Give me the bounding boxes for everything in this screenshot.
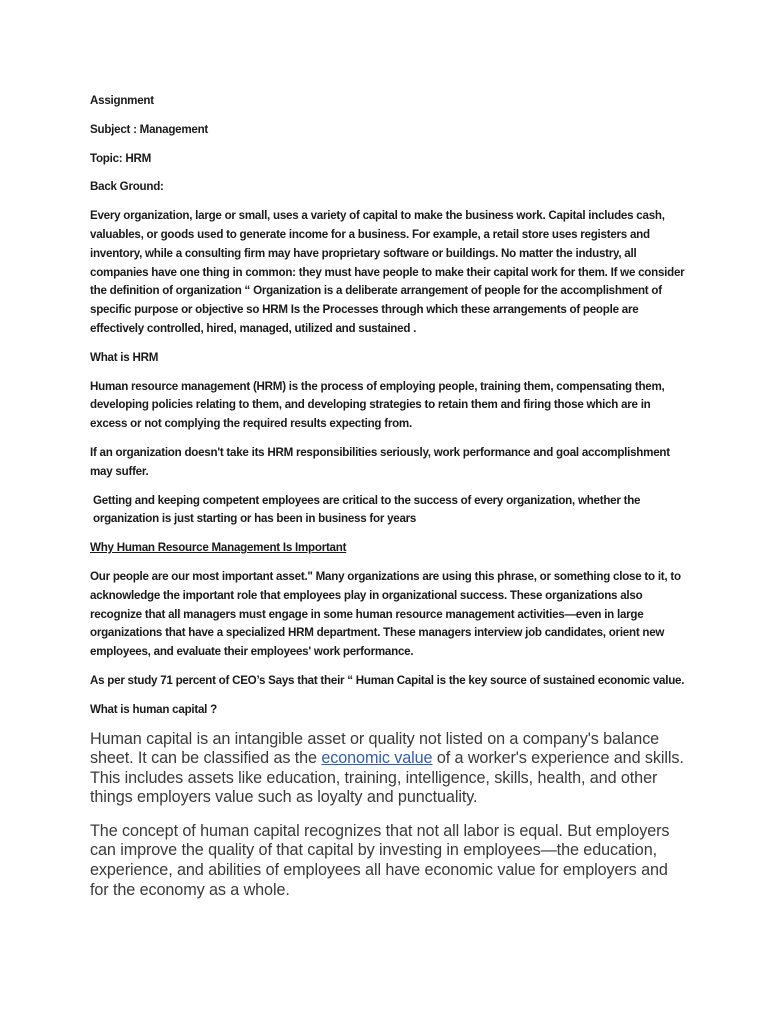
responsibilities-paragraph: If an organization doesn't take its HRM responsibilities seriously, work performance and goal accomplishment may suffer.: [90, 445, 670, 478]
document-body: [90, 92, 690, 914]
heading-why-important: Why Human Resource Management Is Important: [90, 541, 347, 555]
human-capital-p1-after: of a worker's experience and skills. This includes assets like education, training, intelligence, skills, health, and other things employers value such as loyalty and punctuality.: [90, 749, 684, 807]
asset-paragraph: Our people are our most important asset." Many organizations are using this phrase, or something close to it, to acknowledge the important role that employees play in organizational success. These organizations also recognize that all managers must engage in some human resource management activities—even in large organizations that have a specialized HRM department. These managers interview job candidates, orient new employees, and evaluate their employees' work performance.: [90, 569, 681, 659]
heading-topic: Topic: HRM: [90, 151, 152, 165]
human-capital-p1-before: Human capital is an intangible asset or quality not listed on a company's balance sheet. It can be classified as the: [90, 729, 660, 768]
competent-paragraph: Getting and keeping competent employees are critical to the success of every organization, whether the organization is just starting or has been in business for years: [93, 493, 641, 526]
heading-assignment: Assignment: [90, 94, 154, 107]
human-capital-paragraph-1: [90, 730, 690, 808]
hrm-paragraph: Human resource management (HRM) is the process of employing people, training them, compensating them, developing policies relating to them, and developing strategies to retain them and firing those which are in excess or not complying the required results expecting from.: [90, 379, 665, 431]
heading-background: Back Ground:: [90, 180, 164, 194]
background-paragraph: Every organization, large or small, uses a variety of capital to make the business work. Capital includes cash, valuables, or goods used to generate income for a business. For example, a retail store uses registers and inventory, while a consulting firm may have proprietary software or buildings. No matter the industry, all companies have one thing in common: they must have people to make their capital work for them. If we consider the definition of organization “ Organization is a deliberate arrangement of people for the accomplishment of specific purpose or objective so HRM Is the Processes through which these arrangements of people are effectively controlled, hired, managed, utilized and sustained .: [90, 209, 685, 335]
heading-human-capital: What is human capital ?: [90, 702, 217, 716]
heading-what-is-hrm: What is HRM: [90, 350, 159, 364]
study-paragraph: As per study 71 percent of CEO’s Says that their “ Human Capital is the key source of sustained economic value.: [90, 673, 685, 687]
heading-subject: Subject : Management: [90, 122, 209, 136]
economic-value-link[interactable]: economic value: [321, 749, 433, 768]
human-capital-paragraph-2: The concept of human capital recognizes that not all labor is equal. But employers can improve the quality of that capital by investing in employees—the education, experience, and abilities of employees all have economic value for employers and for the economy as a whole.: [90, 821, 670, 899]
